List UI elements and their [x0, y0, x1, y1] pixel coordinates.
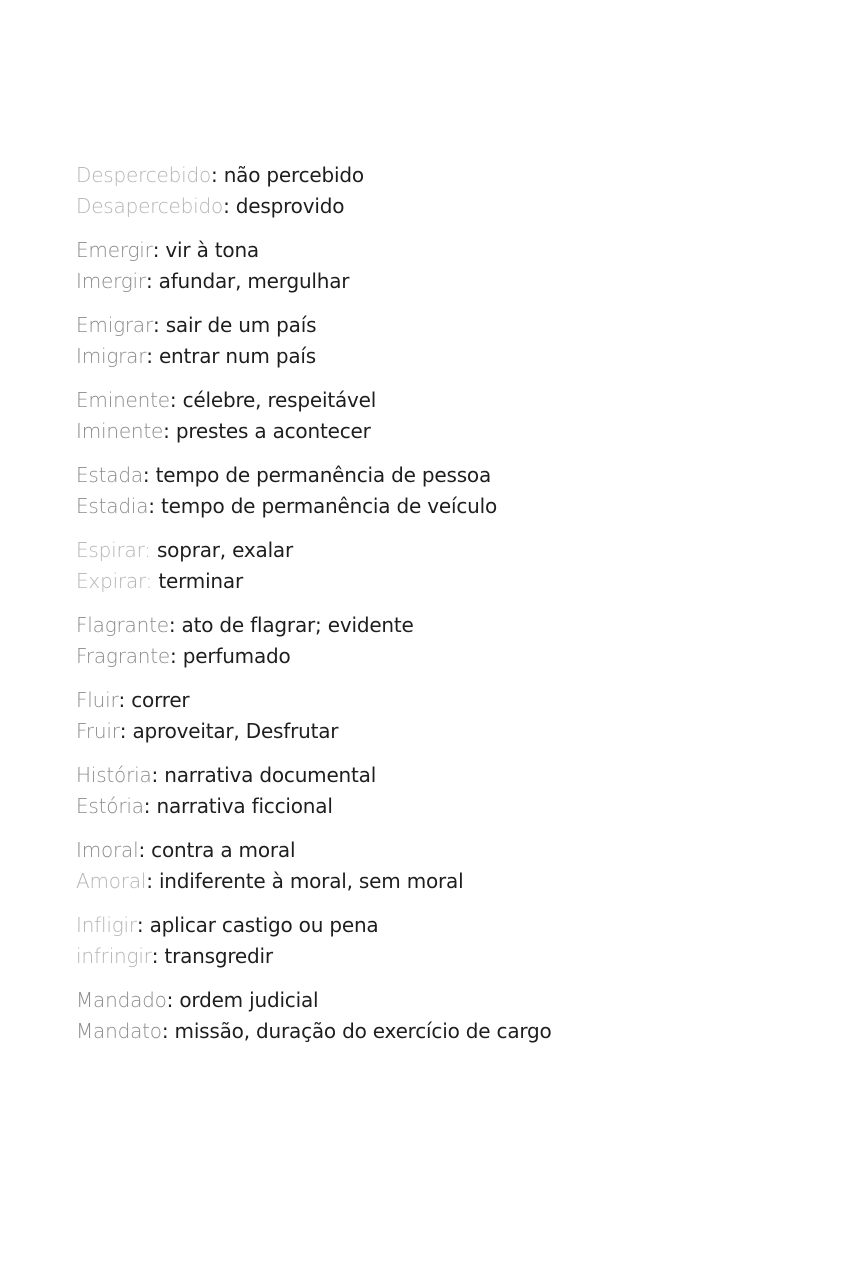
entry-term: Estadia — [76, 494, 149, 518]
entry-separator: : — [142, 463, 150, 487]
entry-definition: indiferente à moral, sem moral — [152, 869, 464, 893]
entry-definition: tempo de permanência de pessoa — [149, 463, 492, 487]
glossary-group — [76, 160, 776, 222]
entry-term: Emergir — [76, 238, 153, 262]
glossary-entry — [76, 310, 776, 341]
glossary-group — [76, 235, 776, 297]
glossary-entry — [76, 866, 776, 897]
glossary-entry — [76, 910, 776, 941]
entry-definition: não percebido — [217, 163, 364, 187]
entry-definition: tempo de permanência de veículo — [154, 494, 497, 518]
glossary-entry — [76, 941, 776, 972]
glossary-entry — [76, 460, 776, 491]
glossary-entry — [76, 1016, 776, 1047]
entry-term: Mandado — [76, 988, 167, 1012]
glossary-entry — [76, 985, 776, 1016]
glossary-entry — [76, 716, 776, 747]
entry-definition: narrativa documental — [158, 763, 377, 787]
entry-definition: célebre, respeitável — [176, 388, 377, 412]
glossary-group — [76, 760, 776, 822]
entry-term: Imergir — [76, 269, 146, 293]
glossary-group — [76, 460, 776, 522]
glossary-entry — [76, 160, 776, 191]
glossary-entry — [76, 535, 776, 566]
glossary-group — [76, 835, 776, 897]
entry-separator: : — [151, 944, 159, 968]
entry-separator: : — [136, 913, 144, 937]
entry-separator: : — [163, 419, 170, 443]
entry-definition: afundar, mergulhar — [152, 269, 350, 293]
entry-separator: : — [146, 869, 153, 893]
entry-definition: ordem judicial — [173, 988, 319, 1012]
glossary-entry — [76, 641, 776, 672]
glossary-entry — [76, 491, 776, 522]
entry-separator: : — [223, 194, 230, 218]
glossary-entry — [76, 835, 776, 866]
entry-definition: narrativa ficcional — [150, 794, 333, 818]
entry-separator: : — [138, 838, 145, 862]
entry-term: Imoral — [76, 838, 139, 862]
entry-definition: soprar, exalar — [150, 538, 294, 562]
entry-separator: : — [145, 269, 153, 293]
entry-term: Amoral — [76, 869, 147, 893]
entry-term: Imigrar — [76, 344, 147, 368]
entry-term: Estória — [76, 794, 144, 818]
entry-term: Flagrante — [76, 613, 169, 637]
glossary-group — [76, 535, 776, 597]
entry-separator: : — [211, 163, 218, 187]
entry-separator: : — [161, 1019, 169, 1043]
entry-separator: : — [166, 988, 174, 1012]
entry-term: infringir — [76, 944, 152, 968]
entry-definition: contra a moral — [145, 838, 296, 862]
entry-separator: : — [119, 719, 127, 743]
glossary-entry — [76, 685, 776, 716]
glossary-entry — [76, 266, 776, 297]
entry-definition: correr — [125, 688, 190, 712]
entry-definition: prestes a acontecer — [169, 419, 371, 443]
entry-term: Infligir — [76, 913, 137, 937]
entry-separator: : — [148, 494, 155, 518]
entry-separator: : — [152, 313, 160, 337]
glossary-entry — [76, 191, 776, 222]
entry-term: Emigrar — [76, 313, 153, 337]
entry-separator: : — [152, 238, 160, 262]
glossary-entry — [76, 416, 776, 447]
glossary-group — [76, 685, 776, 747]
glossary-entry — [76, 610, 776, 641]
entry-term: Fluir — [76, 688, 119, 712]
glossary-entry — [76, 385, 776, 416]
entry-definition: terminar — [152, 569, 243, 593]
entry-definition: aproveitar, Desfrutar — [126, 719, 339, 743]
glossary — [76, 160, 776, 1060]
entry-term: Desapercebido — [76, 194, 224, 218]
entry-separator: : — [170, 644, 177, 668]
entry-definition: aplicar castigo ou pena — [143, 913, 379, 937]
glossary-group — [76, 985, 776, 1047]
glossary-group — [76, 385, 776, 447]
entry-term: Estada — [76, 463, 143, 487]
entry-term: Fragrante — [76, 644, 171, 668]
entry-term: História — [76, 763, 152, 787]
entry-separator: : — [146, 344, 153, 368]
entry-definition: missão, duração do exercício de cargo — [168, 1019, 552, 1043]
entry-term: Despercebido — [76, 163, 211, 187]
entry-definition: transgredir — [158, 944, 273, 968]
entry-definition: vir à tona — [159, 238, 259, 262]
entry-term: Mandato — [76, 1019, 162, 1043]
entry-separator: : — [169, 388, 177, 412]
entry-separator: : — [151, 763, 159, 787]
entry-term: Eminente — [76, 388, 170, 412]
entry-term: Fruir — [76, 719, 120, 743]
glossary-group — [76, 910, 776, 972]
glossary-group — [76, 610, 776, 672]
glossary-entry — [76, 235, 776, 266]
entry-separator: : — [143, 794, 151, 818]
entry-separator: : — [168, 613, 176, 637]
entry-definition: desprovido — [229, 194, 345, 218]
entry-term: Iminente — [76, 419, 164, 443]
entry-separator: : — [118, 688, 126, 712]
entry-term: Expirar: — [76, 569, 153, 593]
entry-definition: perfumado — [176, 644, 291, 668]
glossary-entry — [76, 791, 776, 822]
glossary-group — [76, 310, 776, 372]
entry-definition: sair de um país — [159, 313, 317, 337]
glossary-entry — [76, 566, 776, 597]
entry-definition: entrar num país — [152, 344, 316, 368]
glossary-entry — [76, 760, 776, 791]
glossary-entry — [76, 341, 776, 372]
entry-term: Espirar: — [76, 538, 151, 562]
entry-definition: ato de flagrar; evidente — [175, 613, 414, 637]
